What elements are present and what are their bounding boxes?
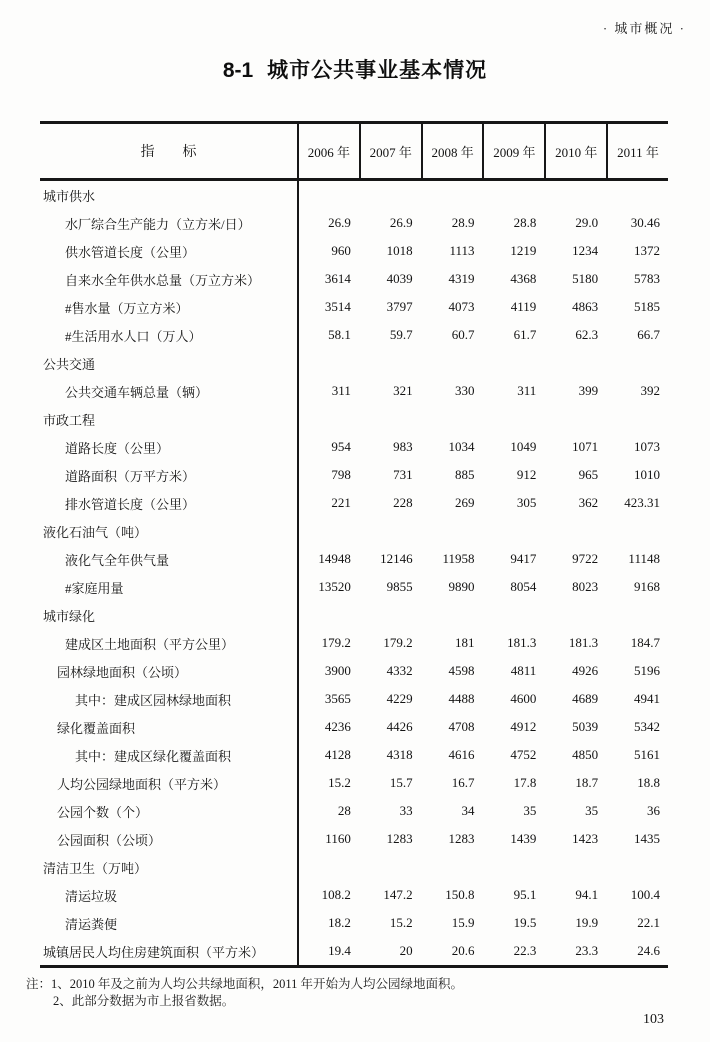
table-row (40, 377, 668, 405)
table-row (40, 237, 668, 265)
table-row (40, 629, 668, 657)
table-cell-value: 26.9 (328, 215, 351, 230)
table-cell-value: 35 (523, 803, 537, 818)
table-section-row (40, 349, 668, 377)
row-label: 道路长度（公里） (65, 440, 170, 456)
table-cell-value: 912 (516, 467, 537, 482)
table-cell-value: 1283 (448, 831, 475, 846)
table-row (40, 769, 668, 797)
table-cell-value: 731 (393, 467, 413, 482)
table-cell-value: 1160 (325, 831, 351, 846)
table-header-row (40, 124, 668, 181)
table-cell-value: 1234 (572, 243, 599, 258)
row-label: 人均公园绿地面积（平方米） (57, 776, 227, 792)
table-cell-value: 5342 (633, 719, 660, 734)
table-row (40, 937, 668, 965)
table-cell-value: 4752 (510, 747, 537, 762)
table-cell-value: 9417 (510, 551, 537, 566)
row-label: 园林绿地面积（公顷） (57, 664, 188, 680)
table-cell-value: 61.7 (513, 327, 537, 342)
table-cell-value: 18.2 (328, 915, 351, 930)
table-cell-value: 62.3 (575, 327, 599, 342)
table-cell-value: 29.0 (575, 215, 599, 230)
table-cell-value: 965 (578, 467, 599, 482)
table-cell-value: 15.7 (389, 775, 413, 790)
table-row (40, 657, 668, 685)
table-cell-value: 4850 (572, 747, 599, 762)
table-cell-value: 960 (331, 243, 351, 258)
table-cell-value: 311 (331, 383, 351, 398)
row-label: 城市绿化 (43, 608, 96, 624)
table-row (40, 321, 668, 349)
table-cell-value: 798 (331, 467, 351, 482)
table-cell-value: 11148 (628, 551, 660, 566)
row-label: #家庭用量 (65, 580, 124, 596)
year-column-header-2010: 2010 年 (544, 124, 606, 178)
table-cell-value: 22.3 (513, 943, 537, 958)
table-section-row (40, 181, 668, 209)
table-row (40, 741, 668, 769)
table-cell-value: 5196 (633, 663, 660, 678)
table-cell-value: 19.4 (328, 943, 351, 958)
table-cell-value: 321 (393, 383, 413, 398)
table-cell-value: 4073 (448, 299, 475, 314)
table-cell-value: 983 (393, 439, 413, 454)
year-column-header-2011: 2011 年 (606, 124, 668, 178)
table-section-row (40, 517, 668, 545)
table-cell-value: 3797 (386, 299, 413, 314)
page-number: 103 (643, 1012, 664, 1027)
table-cell-value: 22.1 (637, 915, 660, 930)
table-row (40, 293, 668, 321)
table-cell-value: 4616 (448, 747, 475, 762)
table-title-text: 城市公共事业基本情况 (267, 59, 488, 82)
table-cell-value: 181.3 (568, 635, 599, 650)
row-label: 其中：建成区园林绿地面积 (75, 692, 232, 708)
table-cell-value: 150.8 (445, 887, 475, 902)
table-cell-value: 3514 (324, 299, 351, 314)
year-column-header-2007: 2007 年 (359, 124, 421, 178)
table-row (40, 909, 668, 937)
table-cell-value: 5185 (633, 299, 660, 314)
page-corner-label: · 城市概况 · (602, 21, 686, 36)
table-cell-value: 15.9 (451, 915, 475, 930)
table-cell-value: 179.2 (383, 635, 413, 650)
row-label: #售水量（万立方米） (65, 300, 189, 316)
table-cell-value: 184.7 (630, 635, 660, 650)
row-label: 城镇居民人均住房建筑面积（平方米） (43, 944, 265, 960)
column-divider-line (297, 124, 299, 965)
year-column-header-2006: 2006 年 (297, 124, 359, 178)
table-cell-value: 1283 (386, 831, 413, 846)
table-cell-value: 28.9 (451, 215, 475, 230)
table-cell-value: 1010 (633, 467, 660, 482)
footnote-line (26, 993, 690, 1010)
table-cell-value: 20 (399, 943, 413, 958)
table-cell-value: 228 (393, 495, 413, 510)
table-cell-value: 9890 (448, 579, 475, 594)
row-label: 其中：建成区绿化覆盖面积 (75, 748, 232, 764)
statistics-table (40, 121, 668, 968)
table-cell-value: 362 (578, 495, 599, 510)
row-label: 公园个数（个） (57, 804, 149, 820)
table-cell-value: 100.4 (630, 887, 660, 902)
table-cell-value: 305 (516, 495, 537, 510)
table-cell-value: 954 (331, 439, 351, 454)
table-row (40, 797, 668, 825)
row-label: 道路面积（万平方米） (65, 468, 196, 484)
table-row (40, 825, 668, 853)
table-cell-value: 4128 (324, 747, 351, 762)
table-cell-value: 35 (585, 803, 599, 818)
table-cell-value: 4811 (510, 663, 537, 678)
row-label: 液化气全年供气量 (65, 552, 170, 568)
table-cell-value: 1372 (633, 243, 660, 258)
table-cell-value: 17.8 (513, 775, 537, 790)
table-cell-value: 15.2 (328, 775, 351, 790)
row-label: 水厂综合生产能力（立方米/日） (65, 216, 251, 232)
table-cell-value: 1073 (633, 439, 660, 454)
row-label: 公共交通车辆总量（辆） (65, 384, 209, 400)
table-cell-value: 4119 (510, 299, 537, 314)
table-cell-value: 18.8 (637, 775, 660, 790)
table-cell-value: 13520 (318, 579, 351, 594)
table-number: 8-1 (222, 59, 254, 82)
table-cell-value: 8054 (510, 579, 537, 594)
table-cell-value: 5783 (633, 271, 660, 286)
table-cell-value: 16.7 (451, 775, 475, 790)
table-cell-value: 60.7 (451, 327, 475, 342)
table-cell-value: 15.2 (389, 915, 413, 930)
table-cell-value: 20.6 (451, 943, 475, 958)
table-cell-value: 4600 (510, 691, 537, 706)
table-body (40, 181, 668, 965)
row-label: 清运粪便 (65, 916, 118, 932)
table-cell-value: 1435 (633, 831, 660, 846)
row-label: 公园面积（公顷） (57, 832, 162, 848)
row-label: 市政工程 (43, 412, 96, 428)
table-section-row (40, 601, 668, 629)
footnote-prefix: 注： (26, 977, 52, 991)
row-label: 公共交通 (43, 356, 96, 372)
row-label: 自来水全年供水总量（万立方米） (65, 272, 261, 288)
table-cell-value: 33 (399, 803, 413, 818)
row-label: 排水管道长度（公里） (65, 496, 196, 512)
footnotes (26, 976, 690, 1010)
table-cell-value: 12146 (380, 551, 413, 566)
table-cell-value: 58.1 (328, 327, 351, 342)
table-cell-value: 1439 (510, 831, 537, 846)
table-cell-value: 5180 (572, 271, 599, 286)
table-cell-value: 4598 (448, 663, 475, 678)
table-cell-value: 1034 (448, 439, 475, 454)
table-row (40, 433, 668, 461)
table-cell-value: 1219 (510, 243, 537, 258)
row-label: 液化石油气（吨） (43, 524, 148, 540)
row-label: 清运垃圾 (65, 888, 118, 904)
table-cell-value: 4488 (448, 691, 475, 706)
table-cell-value: 30.46 (630, 215, 660, 230)
table-cell-value: 4912 (510, 719, 537, 734)
table-cell-value: 11958 (442, 551, 475, 566)
row-label: 清洁卫生（万吨） (43, 860, 148, 876)
footnote-line (26, 976, 690, 993)
table-cell-value: 8023 (572, 579, 599, 594)
table-cell-value: 311 (517, 383, 537, 398)
row-label: 建成区土地面积（平方公里） (65, 636, 235, 652)
table-cell-value: 885 (454, 467, 475, 482)
table-cell-value: 399 (578, 383, 599, 398)
year-column-header-2008: 2008 年 (421, 124, 483, 178)
table-cell-value: 5161 (633, 747, 660, 762)
table-section-row (40, 853, 668, 881)
footnote-text-2: 2、此部分数据为市上报省数据。 (53, 994, 235, 1008)
table-cell-value: 14948 (318, 551, 351, 566)
table-cell-value: 269 (454, 495, 475, 510)
table-cell-value: 5039 (572, 719, 599, 734)
table-cell-value: 3900 (324, 663, 351, 678)
table-cell-value: 4229 (386, 691, 413, 706)
table-cell-value: 1113 (449, 243, 475, 258)
table-cell-value: 4318 (386, 747, 413, 762)
table-cell-value: 181 (454, 635, 475, 650)
table-cell-value: 1423 (572, 831, 599, 846)
table-cell-value: 3614 (324, 271, 351, 286)
table-cell-value: 4926 (572, 663, 599, 678)
table-cell-value: 9855 (386, 579, 413, 594)
table-row (40, 713, 668, 741)
table-cell-value: 1049 (510, 439, 537, 454)
row-label: 供水管道长度（公里） (65, 244, 196, 260)
table-cell-value: 3565 (324, 691, 351, 706)
table-cell-value: 23.3 (575, 943, 599, 958)
table-cell-value: 4039 (386, 271, 413, 286)
table-row (40, 573, 668, 601)
table-cell-value: 9722 (572, 551, 599, 566)
table-row (40, 685, 668, 713)
table-row (40, 461, 668, 489)
table-cell-value: 66.7 (637, 327, 660, 342)
table-cell-value: 9168 (633, 579, 660, 594)
table-cell-value: 26.9 (389, 215, 413, 230)
table-cell-value: 108.2 (321, 887, 351, 902)
table-row (40, 545, 668, 573)
table-cell-value: 19.9 (575, 915, 599, 930)
table-cell-value: 28.8 (513, 215, 537, 230)
indicator-column-header: 指 标 (140, 145, 197, 160)
year-column-header-2009: 2009 年 (482, 124, 544, 178)
table-cell-value: 179.2 (321, 635, 351, 650)
row-label: #生活用水人口（万人） (65, 328, 202, 344)
table-cell-value: 1018 (386, 243, 413, 258)
table-row (40, 489, 668, 517)
table-cell-value: 28 (337, 803, 351, 818)
table-cell-value: 181.3 (507, 635, 537, 650)
table-cell-value: 1071 (572, 439, 599, 454)
table-cell-value: 423.31 (624, 495, 660, 510)
table-row (40, 881, 668, 909)
table-cell-value: 221 (331, 495, 351, 510)
table-title (0, 54, 710, 84)
table-cell-value: 95.1 (513, 887, 537, 902)
table-cell-value: 4319 (448, 271, 475, 286)
table-row (40, 209, 668, 237)
table-section-row (40, 405, 668, 433)
table-cell-value: 34 (461, 803, 475, 818)
table-cell-value: 24.6 (637, 943, 660, 958)
row-label: 绿化覆盖面积 (57, 720, 136, 736)
table-cell-value: 36 (646, 803, 660, 818)
row-label: 城市供水 (43, 188, 96, 204)
table-cell-value: 147.2 (383, 887, 413, 902)
table-cell-value: 18.7 (575, 775, 599, 790)
table-cell-value: 4941 (633, 691, 660, 706)
table-row (40, 265, 668, 293)
table-cell-value: 330 (454, 383, 475, 398)
table-cell-value: 4863 (572, 299, 599, 314)
table-cell-value: 59.7 (389, 327, 413, 342)
table-cell-value: 4708 (448, 719, 475, 734)
table-cell-value: 94.1 (575, 887, 599, 902)
footnote-text-1: 1、2010 年及之前为人均公共绿地面积，2011 年开始为人均公园绿地面积。 (51, 977, 464, 991)
table-cell-value: 4426 (386, 719, 413, 734)
table-cell-value: 4689 (572, 691, 599, 706)
table-cell-value: 4332 (386, 663, 413, 678)
table-cell-value: 392 (640, 383, 660, 398)
table-cell-value: 19.5 (513, 915, 537, 930)
table-cell-value: 4368 (510, 271, 537, 286)
table-cell-value: 4236 (324, 719, 351, 734)
